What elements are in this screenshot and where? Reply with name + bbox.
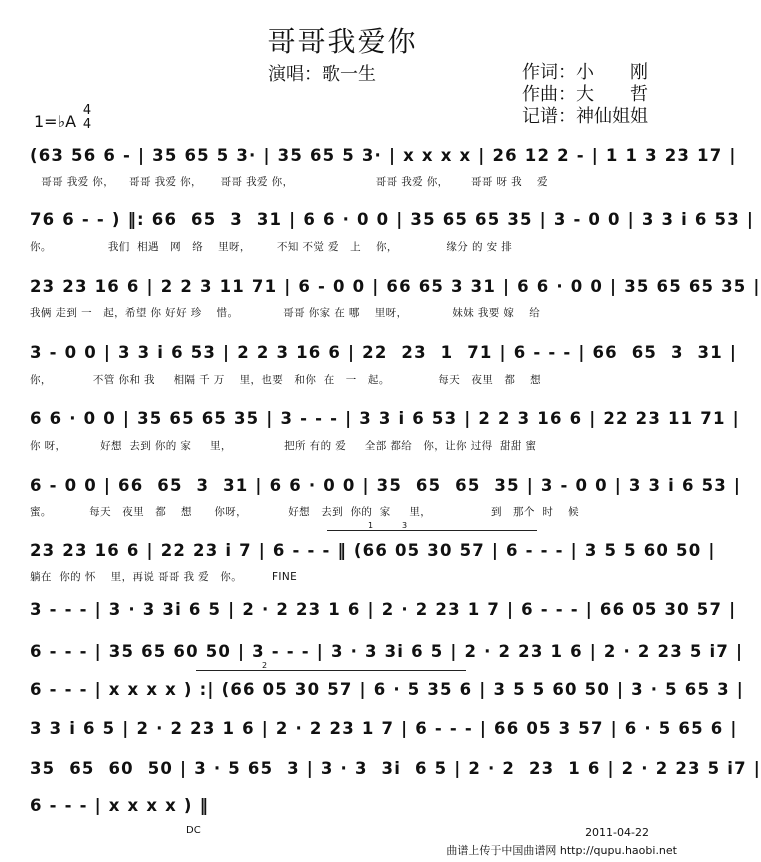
volta-number: 3 (402, 521, 408, 530)
time-sig-bottom: 4 (82, 117, 92, 132)
notation-row: 23 23 16 6 | 22 23 i 7 | 6 - - - ‖ (66 05 30 57 | 6 - - - | 3 5 5 60 50 | (30, 541, 716, 560)
lyric-row: 哥哥 我爱 你， 哥哥 我爱 你， 哥哥 我爱 你， 哥哥 我爱 你， 哥哥 呀 我 爱 (30, 176, 548, 188)
singer-credit: 演唱：歌一生 (268, 64, 376, 85)
lyric-row: 你。 我们 相遇 网 络 里呀， 不知 不觉 爱 上 你， 缘分 的 安 排 (30, 241, 513, 253)
lyric-row: 我俩 走到 一 起，希望 你 好好 珍 惜。 哥哥 你家 在 哪 里呀， 妹妹 我要 嫁 给 (30, 307, 541, 319)
volta-number: 1 (368, 521, 374, 530)
lyricist-credit: 作词：小 刚 (522, 62, 648, 83)
transcriber-credit: 记谱：神仙姐姐 (522, 106, 648, 127)
time-sig-top: 4 (82, 103, 92, 118)
notation-row: 3 - - - | 3 · 3 3i 6 5 | 2 · 2 23 1 6 | 2 · 2 23 1 7 | 6 - - - | 66 05 30 57 | (30, 600, 737, 619)
footer-date: 2011-04-22 (585, 826, 649, 839)
song-title: 哥哥我爱你 (267, 25, 418, 58)
notation-row: 3 - 0 0 | 3 3 i 6 53 | 2 2 3 16 6 | 22 23 1 71 | 6 - - - | 66 65 3 31 | (30, 343, 738, 362)
notation-row: 6 - - - | x x x x ) ‖ (30, 796, 210, 815)
notation-row: 6 - - - | x x x x ) :| (66 05 30 57 | 6 · 5 35 6 | 3 5 5 60 50 | 3 · 5 65 3 | (30, 680, 744, 699)
key-signature: 1=♭A (34, 112, 77, 131)
notation-row: 6 - 0 0 | 66 65 3 31 | 6 6 · 0 0 | 35 65 65 35 | 3 - 0 0 | 3 3 i 6 53 | (30, 476, 742, 495)
lyric-row: 你， 不管 你和 我 相隔 千 万 里，也要 和你 在 一 起。 每天 夜里 都 想 (30, 374, 542, 386)
notation-row: 23 23 16 6 | 2 2 3 11 71 | 6 - 0 0 | 66 65 3 31 | 6 6 · 0 0 | 35 65 65 35 | (30, 277, 761, 296)
notation-row: 3 3 i 6 5 | 2 · 2 23 1 6 | 2 · 2 23 1 7 | 6 - - - | 66 05 3 57 | 6 · 5 65 6 | (30, 719, 738, 738)
notation-row: 35 65 60 50 | 3 · 5 65 3 | 3 · 3 3i 6 5 | 2 · 2 23 1 6 | 2 · 2 23 5 i7 | (30, 759, 761, 778)
footer-site: 曲谱上传于中国曲谱网 http://qupu.haobi.net (446, 844, 677, 857)
volta-number: 2 (262, 661, 268, 670)
notation-row: (63 56 6 - | 35 65 5 3· | 35 65 5 3· | x x x x | 26 12 2 - | 1 1 3 23 17 | (30, 146, 737, 165)
composer-credit: 作曲：大 哲 (522, 84, 648, 105)
lyric-row: 蜜。 每天 夜里 都 想 你呀， 好想 去到 你的 家 里， 到 那个 时 候 (30, 506, 580, 518)
volta-bracket (196, 670, 466, 671)
lyric-row: 躺在 你的 怀 里，再说 哥哥 我 爱 你。 FINE (30, 571, 298, 583)
notation-row: 6 - - - | 35 65 60 50 | 3 - - - | 3 · 3 3i 6 5 | 2 · 2 23 1 6 | 2 · 2 23 5 i7 | (30, 642, 744, 661)
notation-row: 6 6 · 0 0 | 35 65 65 35 | 3 - - - | 3 3 i 6 53 | 2 2 3 16 6 | 22 23 11 71 | (30, 409, 740, 428)
dc-mark: DC (186, 825, 201, 836)
time-signature (80, 104, 94, 132)
notation-row: 76 6 - - ) ‖: 66 65 3 31 | 6 6 · 0 0 | 35 65 65 35 | 3 - 0 0 | 3 3 i 6 53 | (30, 210, 755, 229)
volta-bracket (327, 530, 537, 531)
lyric-row: 你 呀， 好想 去到 你的 家 里， 把所 有的 爱 全部 都给 你，让你 过得 甜甜 蜜 (30, 440, 537, 452)
